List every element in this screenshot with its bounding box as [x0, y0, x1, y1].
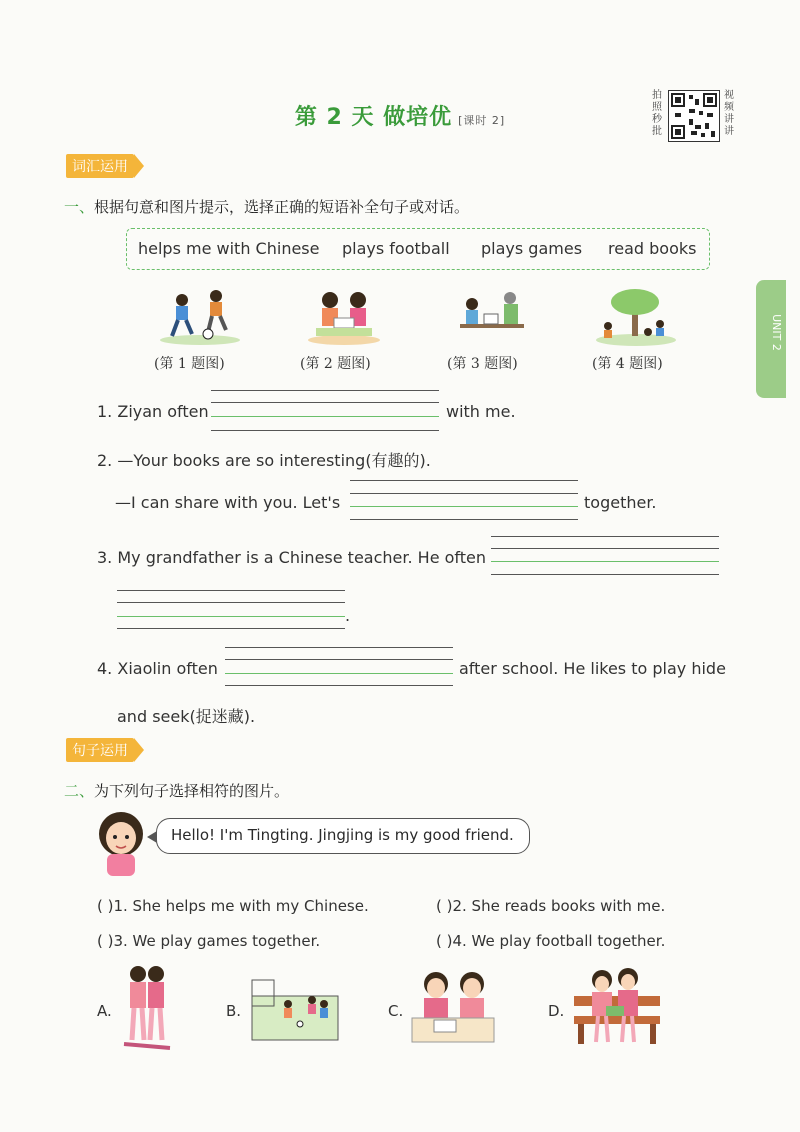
section2-heading: [64, 780, 289, 801]
option-label-d: D.: [548, 1002, 565, 1020]
match-sentence-1[interactable]: ( )1. She helps me with my Chinese.: [97, 897, 369, 915]
question-4-suffix: after school. He likes to play hide: [459, 659, 726, 678]
match-sentence-4[interactable]: ( )4. We play football together.: [436, 932, 666, 950]
section1-heading-text: 根据句意和图片提示，选择正确的短语补全句子或对话。: [94, 198, 470, 216]
picture-caption: (第 2 题图): [300, 356, 371, 372]
section2-heading-text: 为下列句子选择相符的图片。: [94, 782, 290, 800]
question-2-line1: 2. —Your books are so interesting(有趣的).: [97, 451, 431, 470]
unit-tab-label: UNIT 2: [769, 314, 783, 351]
section1-number: 一、: [64, 198, 95, 216]
section2-number: 二、: [64, 782, 95, 800]
answer-blank-1[interactable]: [211, 390, 439, 430]
match-sentence-2[interactable]: ( )2. She reads books with me.: [436, 897, 666, 915]
option-a-picture[interactable]: [118, 964, 176, 1052]
answer-blank-4[interactable]: [225, 647, 453, 687]
option-c-picture[interactable]: [410, 968, 496, 1046]
section-tag-sentence: 句子运用: [66, 738, 134, 762]
lesson-label: [课时 2]: [458, 114, 506, 127]
word-option: read books: [608, 239, 697, 258]
hide-and-seek-picture: [594, 288, 678, 346]
question-1-prefix: 1. Ziyan often: [97, 402, 209, 421]
option-label-a: A.: [97, 1002, 112, 1020]
question-3-prefix: 3. My grandfather is a Chinese teacher. He often: [97, 548, 487, 567]
word-option: helps me with Chinese: [138, 239, 320, 258]
picture-caption: (第 3 题图): [447, 356, 518, 372]
answer-blank-3b[interactable]: [117, 590, 345, 630]
question-3-end: .: [345, 606, 351, 625]
word-option: plays football: [342, 239, 450, 258]
match-sentence-3[interactable]: ( )3. We play games together.: [97, 932, 321, 950]
side-label-right: 视频讲讲: [724, 90, 734, 137]
section-tag-vocab: 词汇运用: [66, 154, 134, 178]
side-label-left: 拍照秒批: [652, 90, 662, 137]
qr-code-icon[interactable]: [668, 90, 720, 142]
unit-tab[interactable]: [756, 280, 786, 398]
option-b-picture[interactable]: [248, 966, 340, 1044]
question-4-line2: and seek(捉迷藏).: [117, 707, 256, 726]
speech-bubble: [156, 818, 530, 854]
question-1-suffix: with me.: [446, 402, 516, 421]
picture-caption: (第 1 题图): [154, 356, 225, 372]
question-2-suffix: together.: [584, 493, 657, 512]
reading-picture: [302, 288, 386, 346]
question-2-prefix: —I can share with you. Let's: [115, 493, 341, 512]
picture-caption: (第 4 题图): [592, 356, 663, 372]
title-text: 第 2 天 做培优: [294, 105, 453, 130]
football-picture: [158, 288, 242, 346]
option-label-c: C.: [388, 1002, 404, 1020]
question-4-prefix: 4. Xiaolin often: [97, 659, 218, 678]
answer-blank-3a[interactable]: [491, 536, 719, 576]
section1-heading: [64, 196, 469, 217]
tingting-avatar: [95, 810, 147, 876]
answer-blank-2[interactable]: [350, 480, 578, 520]
option-d-picture[interactable]: [570, 966, 664, 1050]
speech-text: Hello! I'm Tingting. Jingjing is my good friend.: [171, 826, 514, 844]
option-label-b: B.: [226, 1002, 242, 1020]
game-picture: [450, 288, 534, 346]
word-option: plays games: [481, 239, 583, 258]
